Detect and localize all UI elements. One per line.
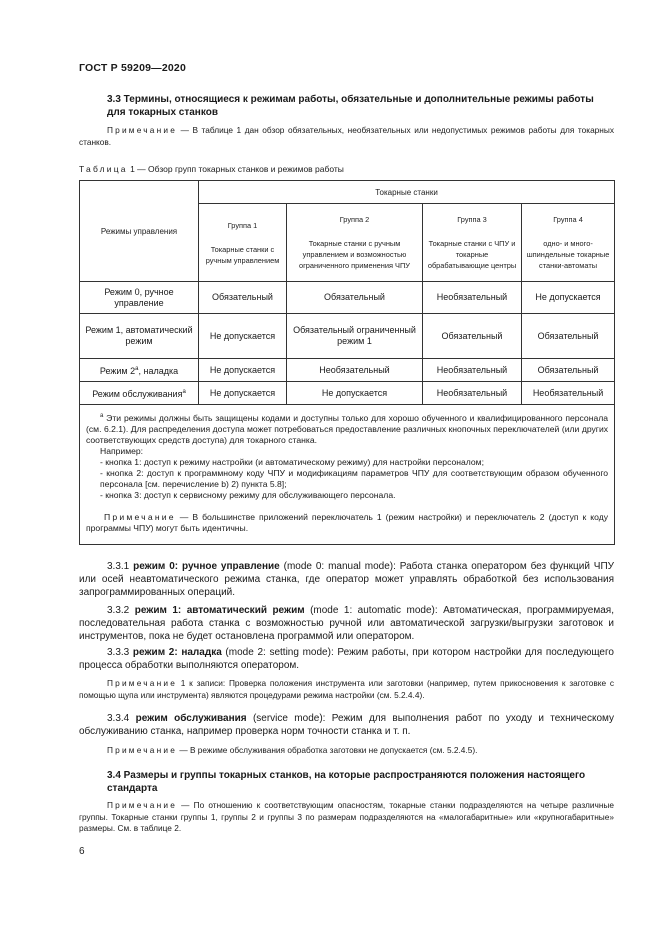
section-3-4-title: 3.4 Размеры и группы токарных станков, на которые распространяются положения настоящего стандарта [107,770,586,794]
table-cell: Обязательный [287,282,423,314]
group-3-header: Группа 3 Токарные станки с ЧПУ и токарные обрабатывающие центры [423,204,522,282]
footnote-example-intro: Например: [100,445,144,456]
table-header-machines: Токарные станки [199,181,615,204]
table-cell: Не допускается [199,382,287,405]
table-caption-text: 1 — Обзор групп токарных станков и режимов работы [127,164,344,174]
section-3-4-note: Примечание — По отношению к соответствующим опасностям, токарные станки подразделяются на четыре различные группы. Токарные станки группы 1, группы 2 и группы 3 по размерам подразделяются на «малогабаритные» или «крупногабаритные» размеры. См. в таблице 2. [79,800,614,833]
table-cell: Не допускается [287,382,423,405]
table-cell: Необязательный [287,359,423,382]
table-cell: Не допускается [522,282,615,314]
document-header: ГОСТ Р 59209—2020 [79,62,187,74]
table-row [80,359,615,382]
table-cell: Обязательный ограниченный режим 1 [287,314,423,359]
table-footnote [80,405,615,545]
table-cell: Не допускается [199,359,287,382]
group-4-header: Группа 4 одно- и много-шпиндельные токарные станки-автоматы [522,204,615,282]
footnote-note: Примечание — В большинстве приложений переключатель 1 (режим настройки) и переключатель 2 (доступ к коду программы ЧПУ) могут быть идентичны. [86,511,609,533]
section-3-3-title: 3.3 Термины, относящиеся к режимам работы, обязательные и дополнительные режимы работы для токарных станков [107,94,594,118]
row-mode-label: Режим 1, автоматический режим [80,314,199,359]
note-label: Примечание [107,125,178,135]
table-cell: Необязательный [423,359,522,382]
table-cell: Необязательный [423,382,522,405]
footnote-item: - кнопка 2: доступ к программному коду ЧПУ и модификациям параметров ЧПУ для соответствующим образом обученного персонала [см. перечисление b) 2) пункта 5.8]; [100,467,609,489]
term-3-3-1: 3.3.1 режим 0: ручное управление (mode 0: manual mode): Работа станка оператором без функций ЧПУ или осей неавтоматического режима станка, где оператор может управлять обработкой без использования запрограммированных операций. [79,561,614,599]
term-3-3-3: 3.3.3 режим 2: наладка (mode 2: setting mode): Режим работы, при котором настройки для последующего процесса обработки выполняются оператором. [79,647,614,672]
section-3-3-note [79,125,614,148]
term-3-3-2: 3.3.2 режим 1: автоматический режим (mode 1: automatic mode): Автоматическая, программируемая, последовательная работа станка с возможностью ручной или автоматической загрузки/выгрузки заготовок и инструментов, пока не будет остановлена программой или оператором. [79,605,614,643]
table-cell: Обязательный [522,314,615,359]
table-caption-label: Таблица [79,164,128,174]
footnote-text: Эти режимы должны быть защищены кодами и доступны только для хорошо обученного и квалифицированного персонала (см. 6.2.1). Для распределения доступа может потребоваться предоставление различных кнопочных переключателей (или других соответствующих средств доступа) для токарного станка. [86,412,609,445]
table-cell: Обязательный [199,282,287,314]
table-caption [79,164,344,174]
footnote-marker: а [100,413,104,419]
table-cell: Необязательный [522,382,615,405]
modes-table [79,180,615,545]
footnote-item: - кнопка 3: доступ к сервисному режиму для обслуживающего персонала. [100,489,396,500]
term-3-3-4-note: Примечание — В режиме обслуживания обработка заготовки не допускается (см. 5.2.4.5). [107,745,478,755]
term-3-3-3-note: Примечание 1 к записи: Проверка положения инструмента или заготовки (например, путем прикосновения к заготовке с помощью щупа или инструмента) являются процедурами режима настройки (см. 5.2.4.4). [79,678,614,700]
group-1-header: Группа 1 Токарные станки с ручным управлением [199,204,287,282]
table-row [80,282,615,314]
table-cell: Обязательный [423,314,522,359]
term-3-3-4: 3.3.4 режим обслуживания (service mode): Режим для выполнения работ по уходу и техническому обслуживанию станка, например проверка норм точности станка и т. п. [79,713,614,738]
note-text: — В таблице 1 дан обзор обязательных, необязательных или недопустимых режимов работы для токарных станков. [79,125,614,147]
page-number: 6 [79,846,85,857]
table-cell: Не допускается [199,314,287,359]
group-2-header: Группа 2 Токарные станки с ручным управлением и возможностью ограниченного применения ЧПУ [287,204,423,282]
row-mode-label: Режим обслуживания$^a$ [80,382,199,405]
table-row [80,382,615,405]
footnote-item: - кнопка 1: доступ к режиму настройки (и автоматическому режиму) для настройки персоналом; [100,456,484,467]
table-header-modes: Режимы управления [80,181,199,282]
table-row [80,314,615,359]
table-cell: Обязательный [522,359,615,382]
row-mode-label: Режим 2$^a$, наладка [80,359,199,382]
row-mode-label: Режим 0, ручное управление [80,282,199,314]
table-cell: Необязательный [423,282,522,314]
